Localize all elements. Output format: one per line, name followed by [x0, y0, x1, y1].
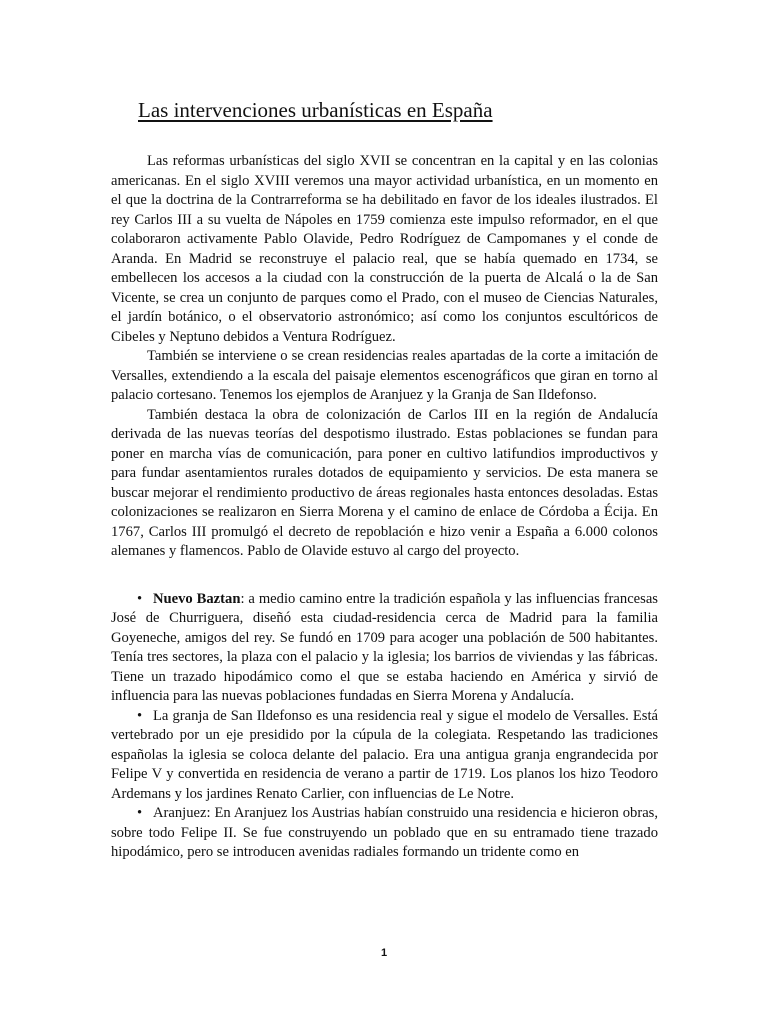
- intro-section: [111, 152, 658, 562]
- bullet-text: La granja de San Ildefonso es una residencia real y sigue el modelo de Versalles. Está vertebrado por un eje presidido por la cúpula de la colegiata. Respetando las tradiciones españolas la iglesia se coloca delante del palacio. Era una antigua granja engrandecida por Felipe V y convertida en residencia de verano a partir de 1719. Los planos los hizo Teodoro Ardemans y los jardines Renato Carlier, con influencias de Le Notre.: [111, 707, 658, 802]
- bullet-heading: Nuevo Baztan: [153, 590, 241, 607]
- paragraph-colonization: También destaca la obra de colonización de Carlos III en la región de Andalucía derivada de las nuevas teorías del despotismo ilustrado. Estas poblaciones se fundan para poner en marcha vías de comunicación, para poner en cultivo latifundios improductivos y para fundar asentamientos rurales dotados de equipamiento y servicios. De esta manera se buscar mejorar el rendimiento productivo de áreas regionales hasta entonces desoladas. Estas colonizaciones se realizaron en Sierra Morena y el camino de enlace de Córdoba a Écija. En 1767, Carlos III promulgó el decreto de repoblación e hizo venir a España a 6.000 colonos alemanes y flamencos. Pablo de Olavide estuvo al cargo del proyecto.: [111, 406, 658, 559]
- bullet-text: Aranjuez: En Aranjuez los Austrias habían construido una residencia e hicieron obras, sobre todo Felipe II. Se fue construyendo un poblado que en su entramado tiene trazado hipodámico, pero se introducen avenidas radiales formando un tridente como en: [111, 805, 658, 860]
- page-number: 1: [380, 947, 388, 959]
- bullet-item-granja: [111, 707, 658, 805]
- bullet-text: : a medio camino entre la tradición española y las influencias francesas José de Churriguera, diseñó esta ciudad-residencia cerca de Madrid para la familia Goyeneche, amigos del rey. Se fundó en 1709 para acoger una población de 500 habitantes. Tenía tres sectores, la plaza con el palacio y la iglesia; los barrios de viviendas y las fábricas. Tiene un trazado hipodámico como el que se estaba haciendo en América y sirvió de influencia para las nuevas poblaciones fundadas en Sierra Morena y Andalucía.: [111, 590, 658, 704]
- document-title: Las intervenciones urbanísticas en España: [138, 98, 493, 122]
- bullet-icon: •: [137, 805, 143, 821]
- document-page: [111, 96, 658, 863]
- paragraph-royal-residences: También se interviene o se crean residencias reales apartadas de la corte a imitación de Versalles, extendiendo a la escala del paisaje elementos escenográficos que giran en torno al palacio cortesano. Tenemos los ejemplos de Aranjuez y la Granja de San Ildefonso.: [111, 348, 658, 403]
- bullet-icon: •: [137, 707, 143, 724]
- bullet-list: [111, 590, 658, 863]
- bullet-item-nuevo-baztan: [111, 590, 658, 707]
- bullet-item-aranjuez: [111, 804, 658, 863]
- bullet-icon: •: [137, 590, 143, 607]
- paragraph-urban-reforms: Las reformas urbanísticas del siglo XVII se concentran en la capital y en las colonias americanas. En el siglo XVIII veremos una mayor actividad urbanística, en un momento en el que la doctrina de la Contrarreforma se ha debilitado en favor de los ideales ilustrados. El rey Carlos III a su vuelta de Nápoles en 1759 comienza este impulso reformador, en el que colaboraron activamente Pablo Olavide, Pedro Rodríguez de Campomanes y el conde de Aranda. En Madrid se reconstruye el palacio real, que se había quemado en 1734, se embellecen los accesos a la ciudad con la construcción de la puerta de Alcalá o la de San Vicente, se crea un conjunto de parques como el Prado, con el museo de Ciencias Naturales, el jardín botánico, o el observatorio astronómico; así como los conjuntos escultóricos de Cibeles y Neptuno debidos a Ventura Rodríguez.: [111, 153, 658, 345]
